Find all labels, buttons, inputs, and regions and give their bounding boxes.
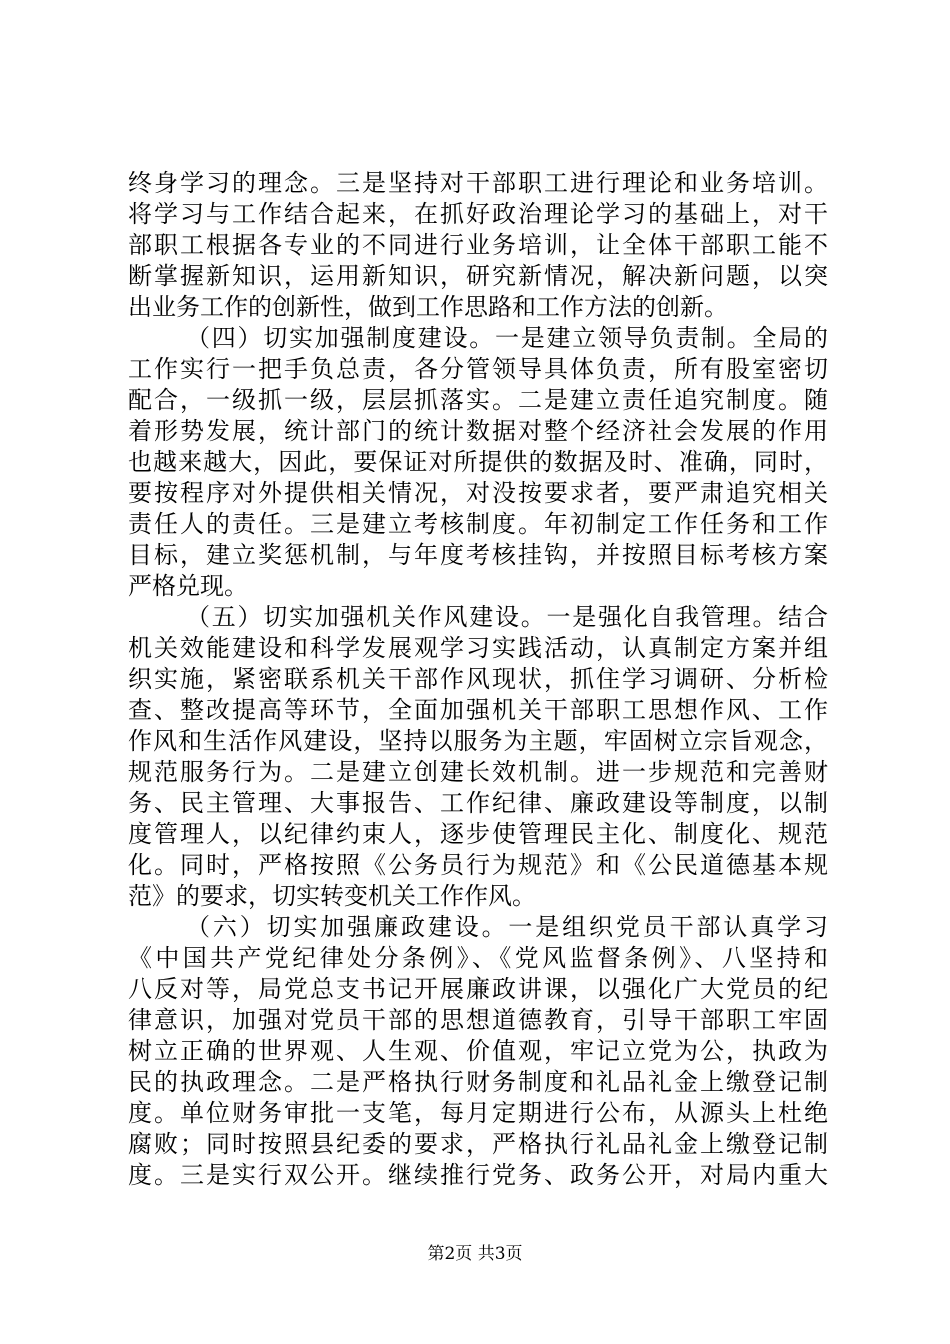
- document-body: [128, 168, 828, 1191]
- text-line: 《中国共产党纪律处分条例》、《党风监督条例》、八坚持和: [128, 944, 828, 972]
- text-line: 严格兑现。: [128, 572, 248, 600]
- text-line: 规范服务行为。二是建立创建长效机制。进一步规范和完善财: [128, 758, 828, 786]
- text-line: 树立正确的世界观、人生观、价值观，牢记立党为公，执政为: [128, 1037, 828, 1065]
- text-line: 腐败；同时按照县纪委的要求，严格执行礼品礼金上缴登记制: [128, 1130, 828, 1158]
- text-line: 责任人的责任。三是建立考核制度。年初制定工作任务和工作: [128, 510, 828, 538]
- text-line: 出业务工作的创新性，做到工作思路和工作方法的创新。: [128, 293, 728, 321]
- paragraph: [128, 323, 828, 602]
- text-line: （六）切实加强廉政建设。一是组织党员干部认真学习: [186, 913, 828, 941]
- text-line: 作风和生活作风建设，坚持以服务为主题，牢固树立宗旨观念，: [128, 727, 828, 755]
- text-line: 务、民主管理、大事报告、工作纪律、廉政建设等制度，以制: [128, 789, 828, 817]
- text-line: 机关效能建设和科学发展观学习实践活动，认真制定方案并组: [128, 634, 828, 662]
- text-line: 八反对等，局党总支书记开展廉政讲课，以强化广大党员的纪: [128, 975, 828, 1003]
- text-line: 要按程序对外提供相关情况，对没按要求者，要严肃追究相关: [128, 479, 828, 507]
- text-line: 目标，建立奖惩机制，与年度考核挂钩，并按照目标考核方案: [128, 541, 828, 569]
- text-line: 度。三是实行双公开。继续推行党务、政务公开，对局内重大: [128, 1161, 828, 1189]
- text-line: 配合，一级抓一级，层层抓落实。二是建立责任追究制度。随: [128, 386, 828, 414]
- text-line: 终身学习的理念。三是坚持对干部职工进行理论和业务培训。: [128, 169, 828, 197]
- page-footer: 第2页 共3页: [427, 1244, 523, 1264]
- text-line: 织实施，紧密联系机关干部作风现状，抓住学习调研、分析检: [128, 665, 828, 693]
- text-line: 度管理人，以纪律约束人，逐步使管理民主化、制度化、规范: [128, 820, 828, 848]
- text-line: 律意识，加强对党员干部的思想道德教育，引导干部职工牢固: [128, 1006, 828, 1034]
- text-line: 度。单位财务审批一支笔，每月定期进行公布，从源头上杜绝: [128, 1099, 828, 1127]
- text-line: 化。同时，严格按照《公务员行为规范》和《公民道德基本规: [128, 851, 828, 879]
- text-line: 将学习与工作结合起来，在抓好政治理论学习的基础上，对干: [128, 200, 828, 228]
- paragraph: [128, 912, 828, 1191]
- text-line: （五）切实加强机关作风建设。一是强化自我管理。结合: [186, 603, 828, 631]
- text-line: 工作实行一把手负总责，各分管领导具体负责，所有股室密切: [128, 355, 828, 383]
- paragraph: [128, 602, 828, 912]
- text-line: 断掌握新知识，运用新知识，研究新情况，解决新问题，以突: [128, 262, 828, 290]
- text-line: 着形势发展，统计部门的统计数据对整个经济社会发展的作用: [128, 417, 828, 445]
- text-line: 查、整改提高等环节，全面加强机关干部职工思想作风、工作: [128, 696, 828, 724]
- text-line: 范》的要求，切实转变机关工作作风。: [128, 882, 536, 910]
- text-line: 民的执政理念。二是严格执行财务制度和礼品礼金上缴登记制: [128, 1068, 828, 1096]
- text-line: （四）切实加强制度建设。一是建立领导负责制。全局的: [186, 324, 828, 352]
- text-line: 部职工根据各专业的不同进行业务培训，让全体干部职工能不: [128, 231, 828, 259]
- paragraph: [128, 168, 828, 323]
- text-line: 也越来越大，因此，要保证对所提供的数据及时、准确，同时，: [128, 448, 828, 476]
